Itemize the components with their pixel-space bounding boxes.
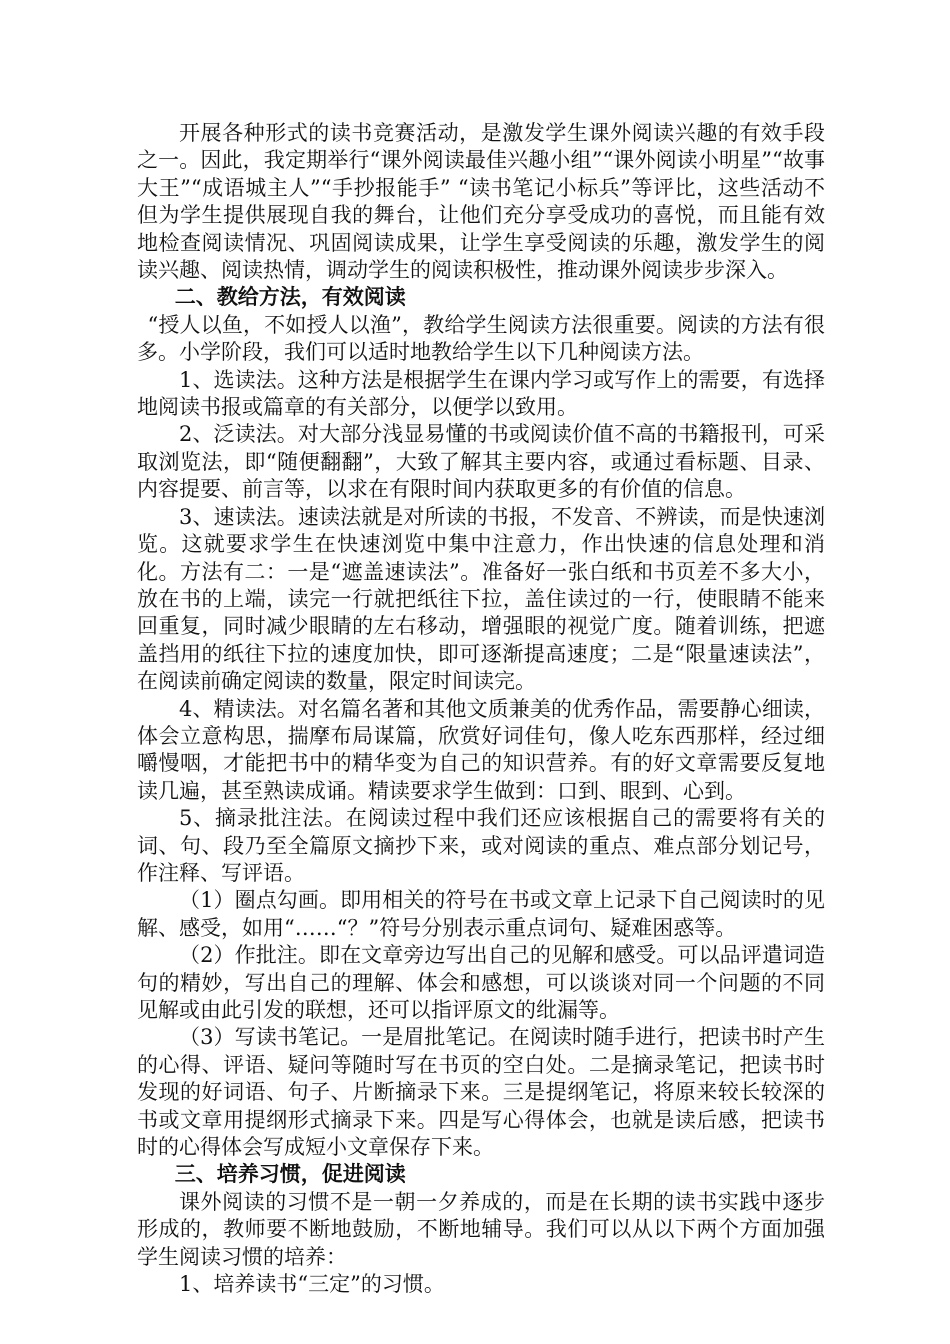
paragraph-reading-notes: （3）写读书笔记。一是眉批笔记。在阅读时随手进行，把读书时产生的心得、评语、疑问等随时写在书页的空白处。二是摘录笔记，把读书时发现的好词语、句子、片断摘录下来。三是提纲笔记，将原来较长较深的书或文章用提纲形式摘录下来。四是写心得体会，也就是读后感，把读书时的心得体会写成短小文章保存下来。: [137, 1025, 825, 1160]
section-heading-habits: 三、培养习惯，促进阅读: [174, 1162, 406, 1187]
document-page: [137, 120, 825, 1298]
paragraph-intensive-reading: 4、精读法。对名篇名著和其他文质兼美的优秀作品，需要静心细读，体会立意构思，揣摩布局谋篇，欣赏好词佳句，像人吃东西那样，经过细嚼慢咽，才能把书中的精华变为自己的知识营养。有的好文章需要反复地读几遍，甚至熟读成诵。精读要求学生做到：口到、眼到、心到。: [137, 696, 825, 803]
paragraph-teaching-methods: “授人以鱼，不如授人以渔”，教给学生阅读方法很重要。阅读的方法有很多。小学阶段，我们可以适时地教给学生以下几种阅读方法。: [137, 312, 825, 365]
section-heading-methods: 二、教给方法，有效阅读: [174, 285, 406, 310]
paragraph-marking: （1）圈点勾画。即用相关的符号在书或文章上记录下自己阅读时的见解、感受，如用“……“？”符号分别表示重点词句、疑难困惑等。: [137, 888, 825, 940]
paragraph-habit-formation: 课外阅读的习惯不是一朝一夕养成的，而是在长期的读书实践中逐步形成的，教师要不断地鼓励，不断地辅导。我们可以从以下两个方面加强学生阅读习惯的培养：: [137, 1189, 825, 1269]
paragraph-reading-competitions: 开展各种形式的读书竞赛活动，是激发学生课外阅读兴趣的有效手段之一。因此，我定期举行“课外阅读最佳兴趣小组”“课外阅读小明星”“故事大王”“成语城主人”“手抄报能手” “读书笔记小标兵”等评比，这些活动不但为学生提供展现自我的舞台，让他们充分享受成功的喜悦，而且能有效地检查阅读情况、巩固阅读成果，让学生享受阅读的乐趣，激发学生的阅读兴趣、阅读热情，调动学生的阅读积极性，推动课外阅读步步深入。: [137, 121, 825, 283]
paragraph-annotation: （2）作批注。即在文章旁边写出自己的见解和感受。可以品评遣词造句的精妙，写出自己的理解、体会和感想，可以谈谈对同一个问题的不同见解或由此引发的联想，还可以指评原文的纰漏等。: [137, 943, 825, 1022]
paragraph-selective-reading: 1、选读法。这种方法是根据学生在课内学习或写作上的需要，有选择地阅读书报或篇章的有关部分，以便学以致用。: [137, 367, 825, 420]
paragraph-three-fixed: 1、培养读书“三定”的习惯。: [179, 1272, 445, 1297]
paragraph-excerpt-annotation: 5、摘录批注法。在阅读过程中我们还应该根据自己的需要将有关的词、句、段乃至全篇原文摘抄下来，或对阅读的重点、难点部分划记号，作注释、写评语。: [137, 806, 825, 885]
paragraph-extensive-reading: 2、泛读法。对大部分浅显易懂的书或阅读价值不高的书籍报刊，可采取浏览法，即“随便翻翻”，大致了解其主要内容，或通过看标题、目录、内容提要、前言等，以求在有限时间内获取更多的有价值的信息。: [137, 422, 825, 502]
paragraph-speed-reading: 3、速读法。速读法就是对所读的书报，不发音、不辨读，而是快速浏览。这就要求学生在快速浏览中集中注意力，作出快速的信息处理和消化。方法有二：一是“遮盖速读法”。准备好一张白纸和书页差不多大小，放在书的上端，读完一行就把纸往下拉，盖住读过的一行，使眼睛不能来回重复，同时减少眼睛的左右移动，增强眼的视觉广度。随着训练，把遮盖挡用的纸往下拉的速度加快，即可逐渐提高速度；二是“限量速读法”，在阅读前确定阅读的数量，限定时间读完。: [137, 504, 825, 694]
